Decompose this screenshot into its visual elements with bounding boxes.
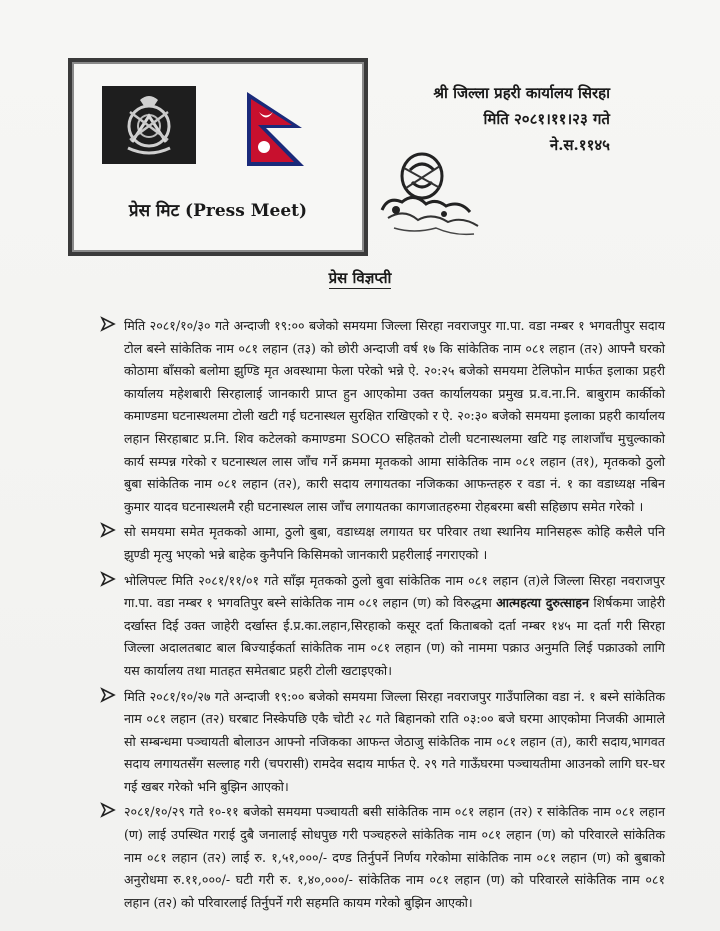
list-item-text: मिति २०८१/१०/२७ गते अन्दाजी १९:०० बजेको समयमा जिल्ला सिरहा नवराजपुर गाउँपालिका वडा नं. १ बस्ने सांकेतिक नाम ०८१ लहान (त२) घरबाट निस्केपछि एकै चोटी २८ गते बिहानको राति ०३:०० बजे घरमा आएकोमा निजकी आमाले सो सम्बन्धमा पञ्चायती बोलाउन आफ्नो नजिकका आफन्त जेठाजु सांकेतिक नाम ०८१ लहान (त), कारी सदाय,भागवत सदाय लगायतसँग सल्लाह गरी (चपरासी) रामदेव सदाय मार्फत ऐ. २९ गते गाऊँघरमा पञ्चायतीमा आउनको लागि घर-घर गई खबर गरेको भनि बुझिन आएको। <box>124 688 665 794</box>
nepal-police-emblem-icon <box>102 86 196 164</box>
list-item <box>100 315 665 518</box>
office-stamp-icon <box>374 148 492 244</box>
arrow-bullet-icon <box>100 316 116 332</box>
arrow-bullet-icon <box>100 571 116 587</box>
press-release-title <box>0 268 720 288</box>
list-item-text: भोलिपल्ट मिति २०८१/११/०१ गते साँझ मृतकको ठुलो बुवा सांकेतिक नाम ०८१ लहान (त)ले जिल्ला सिरहा नवराजपुर गा.पा. वडा नम्बर १ भगवतिपुर बस्ने सांकेतिक नाम ०८१ लहान (ण) को विरुद्धमा <box>124 572 665 611</box>
header-box <box>68 58 368 256</box>
reference-number: ने.स.११४५ <box>549 136 610 154</box>
list-item-text: शिर्षकमा जाहेरी दर्खास्त दिई उक्त जाहेरी दर्खास्त ई.प्र.का.लहान,सिरहाको कसूर दर्ता किताबको दर्ता नम्बर १४५ मा दर्ता गरी सिरहा जिल्ला अदालतबाट बाल बिज्याईकर्ता सांकेतिक नाम ०८१ लहान (ण) को नाममा पक्राउ अनुमति लिई पक्राउको लागि यस कार्यालय तथा मातहत समेतबाट प्रहरी टोली खटाइएको। <box>124 595 665 678</box>
offense-title: आत्महत्या दुरुत्साहन <box>496 595 589 611</box>
list-item <box>100 801 665 914</box>
list-item-text: सो समयमा समेत मृतकको आमा, ठुलो बुबा, वडाध्यक्ष लगायत घर परिवार तथा स्थानिय मानिसहरू कोहि कसैले पनि झुण्डी मृत्यु भएको भन्ने बाहेक कुनैपनि किसिमको जानकारी प्रहरीलाई नगराएको । <box>124 524 665 562</box>
list-item <box>100 521 665 566</box>
office-name: श्री जिल्ला प्रहरी कार्यालय सिरहा <box>433 84 610 102</box>
press-release-body <box>100 315 665 917</box>
list-item-text: २०८१/१०/२९ गते १०-११ बजेको समयमा पञ्चायती बसी सांकेतिक नाम ०८१ लहान (त२) र सांकेतिक नाम ०८१ लहान (ण) लाई उपस्थित गराई दुबै जनालाई सोधपुछ गरी पञ्चहरुले सांकेतिक नाम ०८१ लहान (ण) को परिवारले सांकेतिक नाम ०८१ लहान (त२) लाई रु. १,५१,०००/- दण्ड तिर्नुपर्ने निर्णय गरेकोमा सांकेतिक नाम ०८१ लहान (ण) को बुबाको अनुरोधमा रु.११,०००/- घटी गरी रु. १,४०,०००/- सांकेतिक नाम ०८१ लहान (ण) को परिवारले सांकेतिक नाम ०८१ लहान (त२) को परिवारलाई तिर्नुपर्ने गरी सहमति कायम गरेको बुझिन आएको। <box>124 804 665 910</box>
list-item <box>100 570 665 683</box>
office-info <box>420 80 610 158</box>
nepal-flag-icon <box>244 90 308 168</box>
arrow-bullet-icon <box>100 522 116 538</box>
press-release-title-text: प्रेस विज्ञप्ती <box>328 269 392 287</box>
list-item-text: मिति २०८१/१०/३० गते अन्दाजी १९:०० बजेको समयमा जिल्ला सिरहा नवराजपुर गा.पा. वडा नम्बर १ भगवतीपुर सदाय टोल बस्ने सांकेतिक नाम ०८१ लहान (त३) को छोरी अन्दाजी वर्ष १७ कि सांकेतिक नाम ०८१ लहान (त२) आफ्नै घरको कोठामा बाँसको बलोमा झुण्डि मृत अवस्थामा फेला परेको भन्ने ऐ. २०:२५ बजेको समयमा टेलिफोन मार्फत इलाका प्रहरी कार्यालय महेशबारी सिरहालाई जानकारी प्राप्त हुन आएकोमा उक्त कार्यालयका प्रमुख प्र.व.ना.नि. बाबुराम कार्कीको कमाण्डमा घटनास्थलमा टोली खटी गई घटनास्थल सुरक्षित राखिएको र ऐ. २०:३० बजेको समयमा इलाका प्रहरी कार्यालय लहान सिरहाबाट प्र.नि. शिव कटेलको कमाण्डमा SOCO सहितको टोली घटनास्थलमा खटि गइ लाशजाँच मुचुल्काको कार्य सम्पन्न गरेको र घटनास्थल लास जाँच गर्ने क्रममा मृतकको आमा सांकेतिक नाम ०८१ लहान (त१), मृतकको ठुलो बुबा सांकेतिक नाम ०८१ लहान (त२), कारी सदाय लगायतका नजिकका आफन्तहरु र वडा नं. १ का वडाध्यक्ष नबिन कुमार यादव घटनास्थलमै रही घटनास्थल लास जाँच लगायतका कागजातहरुमा रोहबरमा बसी सहिछाप समेत गरेको । <box>124 318 665 514</box>
arrow-bullet-icon <box>100 802 116 818</box>
press-meet-label: प्रेस मिट (Press Meet) <box>128 201 308 221</box>
arrow-bullet-icon <box>100 687 116 703</box>
date-line: मिति २०८१।११।२३ गते <box>483 110 610 128</box>
list-item <box>100 686 665 799</box>
